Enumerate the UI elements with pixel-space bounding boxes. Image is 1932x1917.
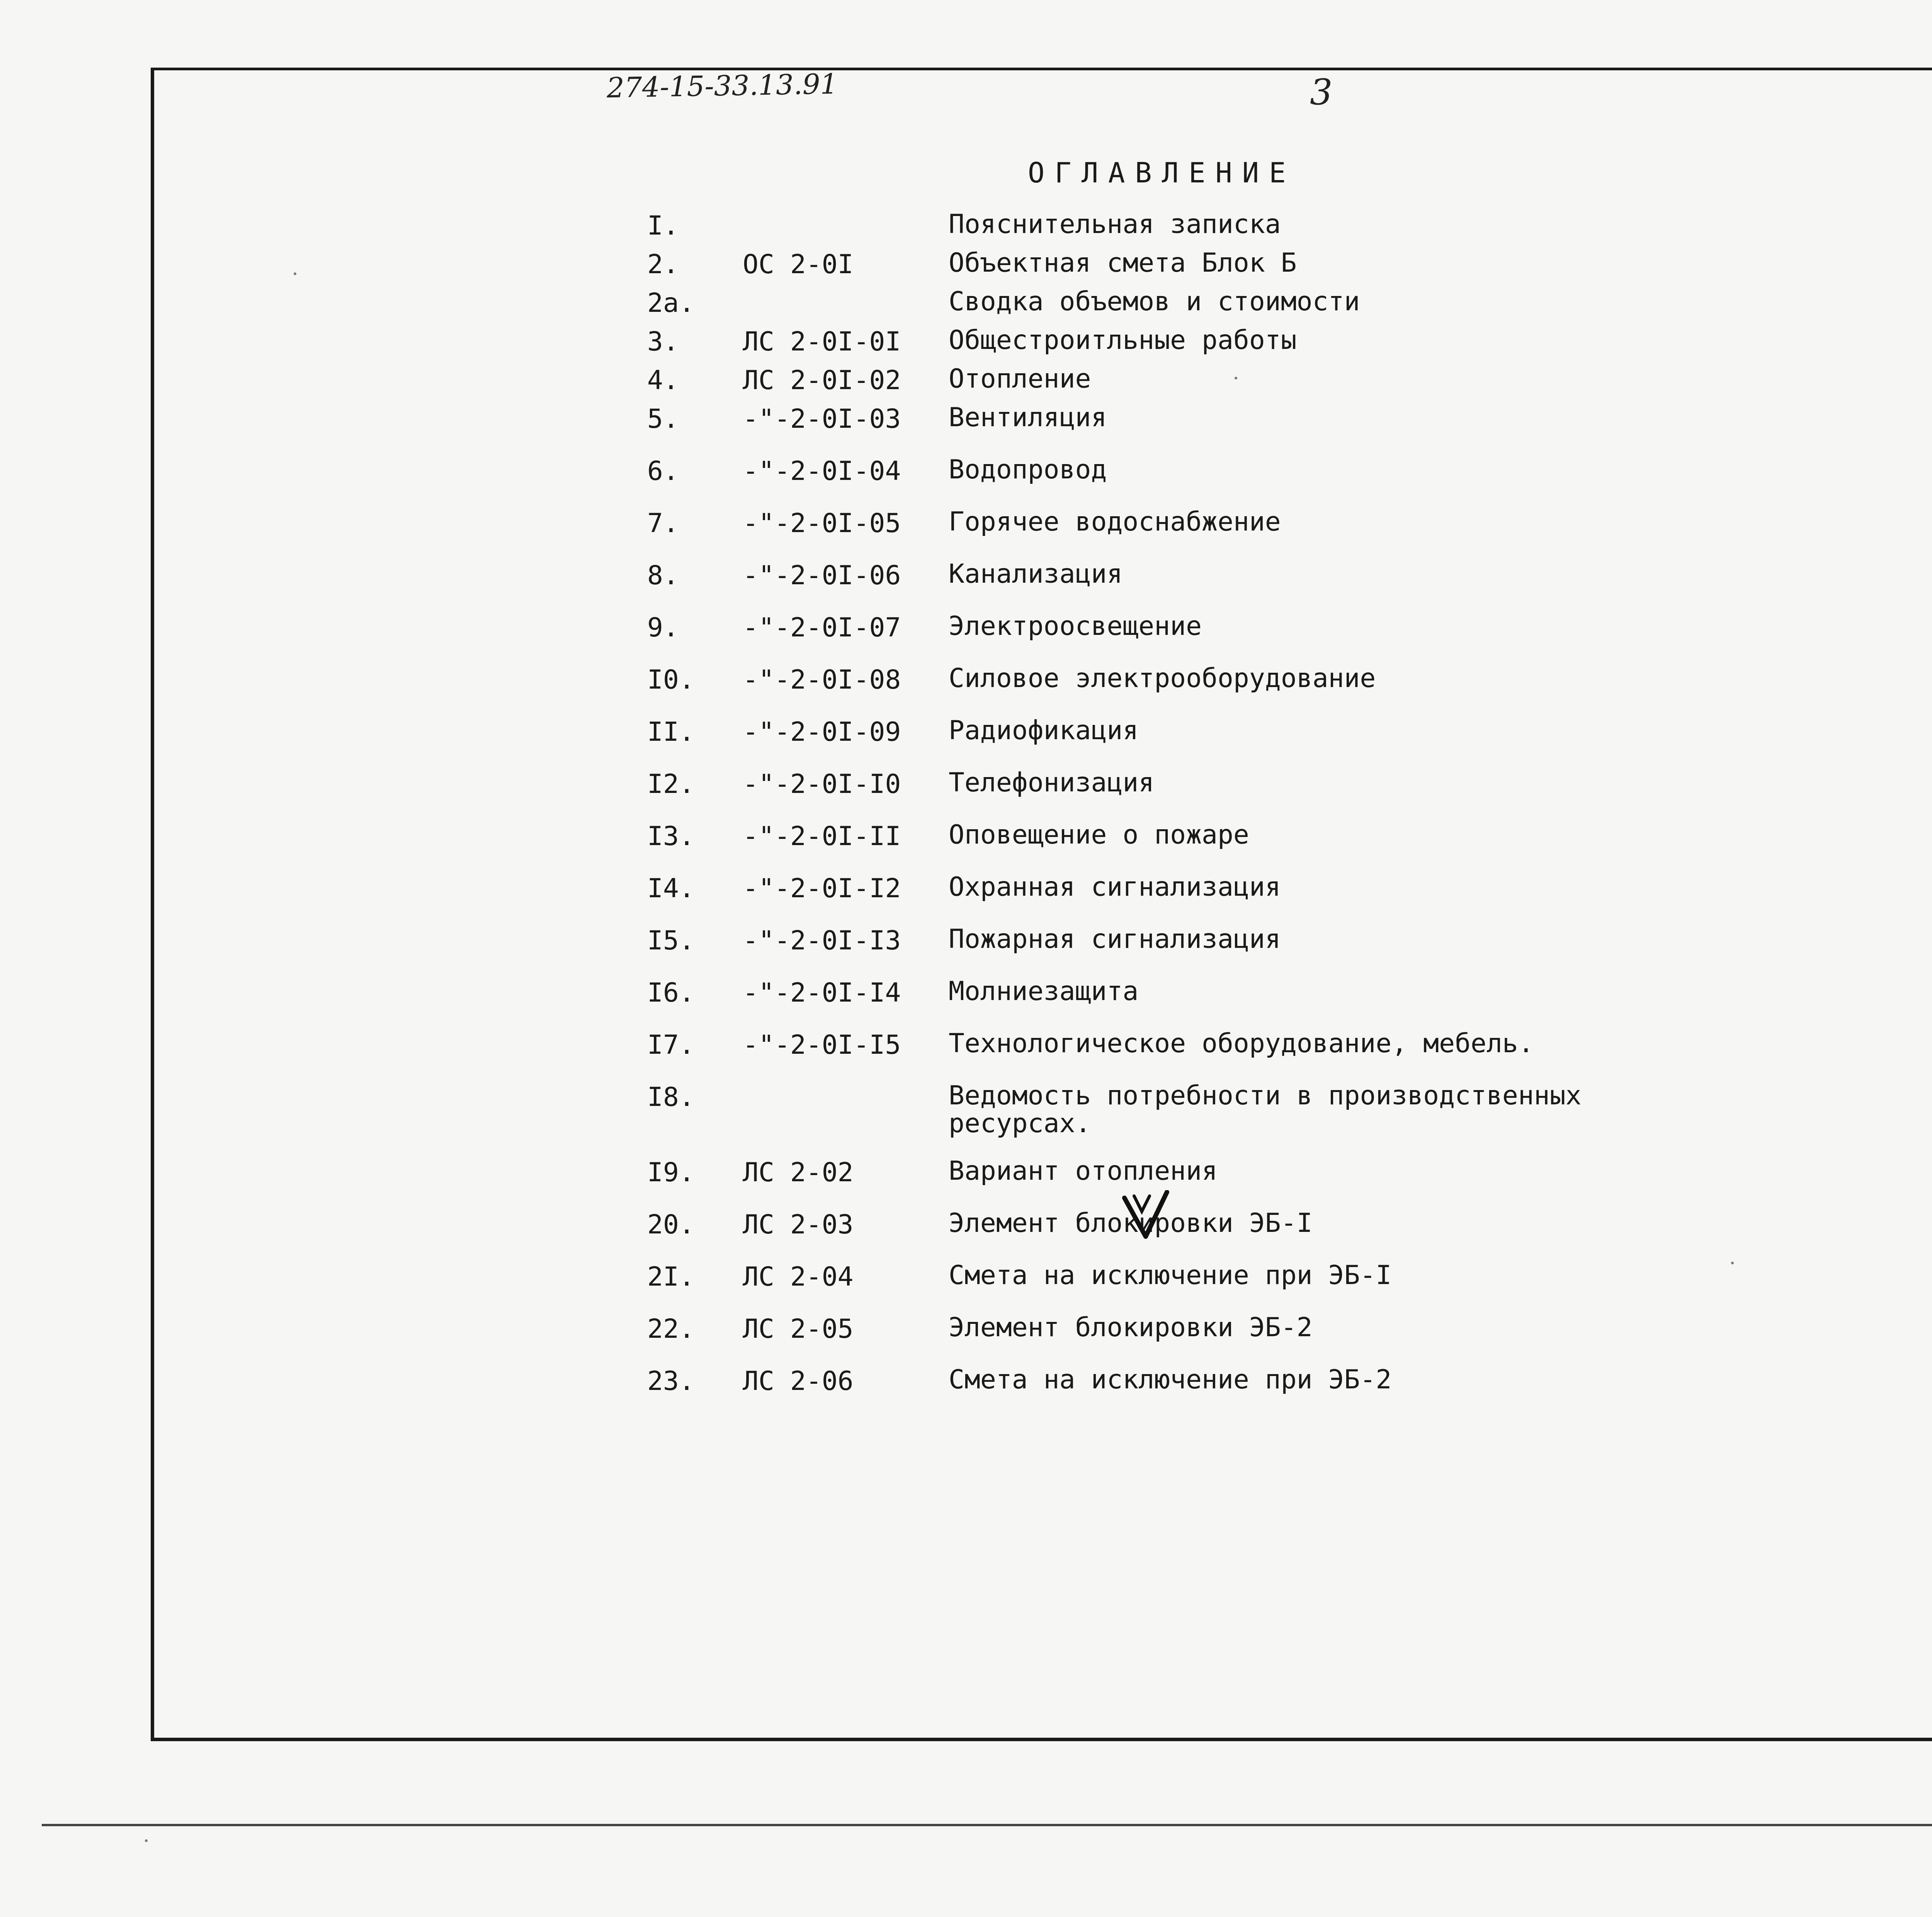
toc-number: I8. bbox=[647, 1082, 695, 1112]
toc-number: I. bbox=[647, 211, 679, 241]
toc-title: Телефонизация bbox=[949, 767, 1155, 798]
toc-number: 6. bbox=[647, 456, 679, 486]
toc-number: 7. bbox=[647, 508, 679, 539]
toc-title: Элемент блокировки ЭБ-I bbox=[949, 1208, 1313, 1238]
toc-title: Радиофикация bbox=[949, 715, 1139, 746]
toc-number: I6. bbox=[647, 978, 695, 1008]
toc-code: ОС 2-0I bbox=[743, 249, 854, 280]
toc-number: 22. bbox=[647, 1314, 695, 1344]
toc-title: Отопление bbox=[949, 364, 1091, 394]
toc-title: Электроосвещение bbox=[949, 611, 1202, 641]
toc-title: Водопровод bbox=[949, 454, 1107, 485]
toc-title: Пояснительная записка bbox=[949, 209, 1281, 240]
toc-code: -"-2-0I-09 bbox=[743, 717, 901, 747]
toc-code: -"-2-0I-08 bbox=[743, 665, 901, 695]
scan-speck bbox=[145, 1839, 148, 1842]
toc-code: -"-2-0I-I4 bbox=[743, 978, 901, 1008]
page-title: ОГЛАВЛЕНИЕ bbox=[1028, 156, 1296, 189]
toc-code: ЛС 2-0I-02 bbox=[743, 365, 901, 396]
toc-title: Канализация bbox=[949, 559, 1123, 589]
toc-code: -"-2-0I-03 bbox=[743, 404, 901, 434]
toc-title: Общестроитльные работы bbox=[949, 325, 1297, 356]
toc-title: Смета на исключение при ЭБ-I bbox=[949, 1260, 1392, 1291]
toc-number: 2. bbox=[647, 249, 679, 280]
document-code: 274-15-33.13.91 bbox=[606, 67, 838, 104]
toc-number: I4. bbox=[647, 873, 695, 904]
toc-code: ЛС 2-02 bbox=[743, 1157, 854, 1188]
toc-number: 9. bbox=[647, 612, 679, 643]
toc-number: I5. bbox=[647, 925, 695, 956]
toc-number: 20. bbox=[647, 1209, 695, 1240]
toc-number: 5. bbox=[647, 404, 679, 434]
toc-code: ЛС 2-05 bbox=[743, 1314, 854, 1344]
toc-number: I9. bbox=[647, 1157, 695, 1188]
toc-code: -"-2-0I-II bbox=[743, 821, 901, 852]
toc-number: 4. bbox=[647, 365, 679, 396]
toc-code: -"-2-0I-I3 bbox=[743, 925, 901, 956]
toc-title: Горячее водоснабжение bbox=[949, 507, 1281, 537]
toc-code: ЛС 2-04 bbox=[743, 1262, 854, 1292]
toc-number: I7. bbox=[647, 1030, 695, 1060]
toc-title: Смета на исключение при ЭБ-2 bbox=[949, 1364, 1392, 1395]
toc-title: Технологическое оборудование, мебель. bbox=[949, 1028, 1534, 1059]
toc-number: II. bbox=[647, 717, 695, 747]
toc-code: ЛС 2-06 bbox=[743, 1366, 854, 1397]
toc-code: -"-2-0I-04 bbox=[743, 456, 901, 486]
toc-title: Оповещение о пожаре bbox=[949, 820, 1249, 850]
toc-title: Объектная смета Блок Б bbox=[949, 248, 1297, 278]
toc-title: Молниезащита bbox=[949, 976, 1139, 1007]
toc-title: Элемент блокировки ЭБ-2 bbox=[949, 1312, 1313, 1343]
toc-number: 8. bbox=[647, 560, 679, 591]
page-number: 3 bbox=[1310, 71, 1333, 113]
toc-title: Охранная сигнализация bbox=[949, 872, 1281, 902]
toc-code: -"-2-0I-05 bbox=[743, 508, 901, 539]
toc-title: Вариант отопления bbox=[949, 1156, 1218, 1186]
toc-number: 23. bbox=[647, 1366, 695, 1397]
toc-number: 2I. bbox=[647, 1262, 695, 1292]
toc-number: 2а. bbox=[647, 288, 695, 318]
toc-title: Силовое электрооборудование bbox=[949, 663, 1376, 694]
toc-title: Ведомость потребности в производственных bbox=[949, 1080, 1582, 1111]
toc-title-continued: ресурсах. bbox=[949, 1108, 1091, 1139]
scan-speck bbox=[294, 272, 296, 275]
toc-code: -"-2-0I-I5 bbox=[743, 1030, 901, 1060]
toc-code: -"-2-0I-I0 bbox=[743, 769, 901, 799]
document-frame bbox=[151, 68, 1932, 1741]
toc-title: Сводка объемов и стоимости bbox=[949, 286, 1360, 317]
toc-code: -"-2-0I-07 bbox=[743, 612, 901, 643]
scan-speck bbox=[1731, 1262, 1734, 1264]
toc-code: -"-2-0I-I2 bbox=[743, 873, 901, 904]
toc-number: I3. bbox=[647, 821, 695, 852]
toc-code: -"-2-0I-06 bbox=[743, 560, 901, 591]
toc-code: ЛС 2-0I-0I bbox=[743, 327, 901, 357]
toc-title: Вентиляция bbox=[949, 402, 1107, 433]
checkmark-icon bbox=[1117, 1190, 1175, 1248]
toc-number: I2. bbox=[647, 769, 695, 799]
toc-number: I0. bbox=[647, 665, 695, 695]
toc-title: Пожарная сигнализация bbox=[949, 924, 1281, 954]
toc-number: 3. bbox=[647, 327, 679, 357]
toc-code: ЛС 2-03 bbox=[743, 1209, 854, 1240]
scan-speck bbox=[1235, 377, 1237, 379]
